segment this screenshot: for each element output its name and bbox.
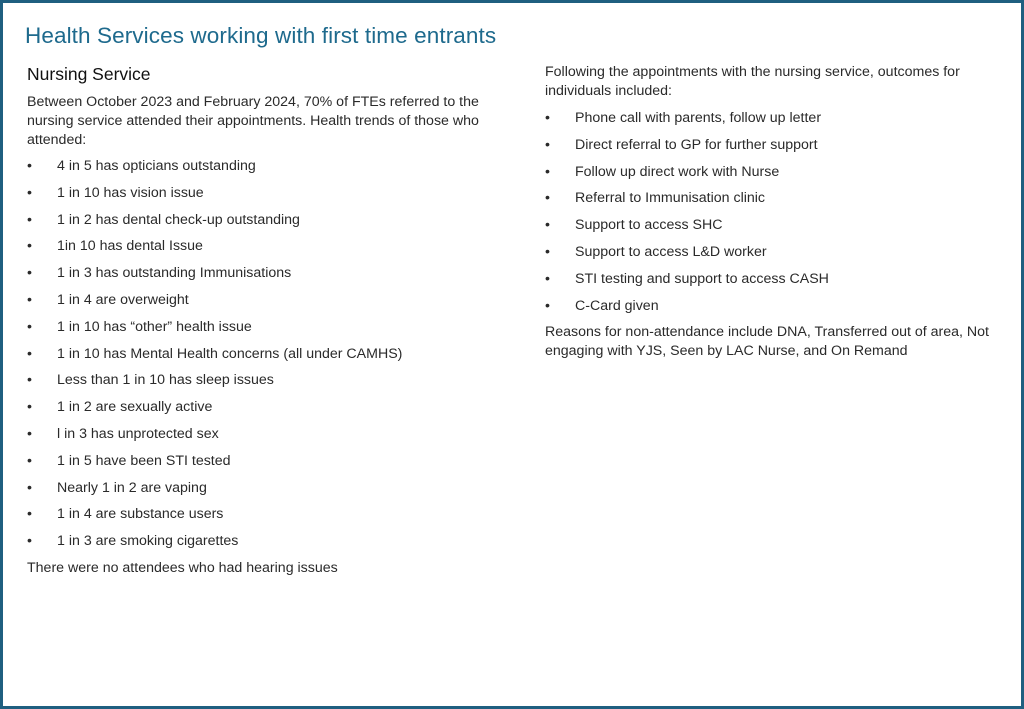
list-item xyxy=(545,189,1023,216)
list-item xyxy=(27,157,517,184)
list-item-text: Nearly 1 in 2 are vaping xyxy=(57,479,207,496)
list-item-text: Referral to Immunisation clinic xyxy=(575,190,766,207)
health-trends-list xyxy=(27,157,517,559)
list-item xyxy=(27,184,517,211)
intro-paragraph: Between October 2023 and February 2024, 70% of FTEs referred to the nursing service attended their appointments. Health trends of those who attended: xyxy=(27,94,479,148)
list-item xyxy=(27,237,517,264)
list-item-text: Less than 1 in 10 has sleep issues xyxy=(57,372,274,389)
list-item-text: Phone call with parents, follow up letter xyxy=(575,110,822,126)
list-item xyxy=(27,264,517,291)
list-item xyxy=(545,216,1023,243)
outcomes-list xyxy=(545,109,1023,323)
list-item-text: 1 in 4 are overweight xyxy=(57,291,189,308)
list-item xyxy=(27,479,517,506)
bullet-icon: • xyxy=(27,533,32,550)
list-item-text: 1 in 3 are smoking cigarettes xyxy=(57,533,239,550)
list-item-text: 1 in 2 are sexually active xyxy=(57,399,213,416)
list-item xyxy=(27,211,517,238)
list-item-text: C-Card given xyxy=(575,297,659,314)
list-item xyxy=(545,270,1023,297)
list-item xyxy=(545,243,1023,270)
list-item-text: 1 in 3 has outstanding Immunisations xyxy=(57,265,292,282)
list-item-text: 1 in 2 has dental check-up outstanding xyxy=(57,211,300,228)
bullet-icon: • xyxy=(27,452,32,469)
bullet-icon: • xyxy=(27,184,32,201)
bullet-icon: • xyxy=(545,110,550,126)
list-item xyxy=(27,371,517,398)
bullet-icon: • xyxy=(27,479,32,496)
list-item-text: Support to access SHC xyxy=(575,217,723,234)
bullet-icon: • xyxy=(27,506,32,523)
bullet-icon: • xyxy=(545,190,550,207)
bullet-icon: • xyxy=(27,345,32,362)
list-item xyxy=(27,318,517,345)
bullet-icon: • xyxy=(27,318,32,335)
list-item xyxy=(27,398,517,425)
list-item-text: Direct referral to GP for further support xyxy=(575,136,818,153)
list-item-text: Follow up direct work with Nurse xyxy=(575,163,780,180)
bullet-icon: • xyxy=(27,372,32,389)
list-item xyxy=(27,452,517,479)
bullet-icon: • xyxy=(27,425,32,442)
list-item xyxy=(27,345,517,372)
bullet-icon: • xyxy=(545,297,550,314)
list-item xyxy=(545,297,1023,324)
bullet-icon: • xyxy=(545,243,550,260)
list-item-text: 1 in 10 has vision issue xyxy=(57,184,204,201)
list-item xyxy=(545,109,1023,136)
bullet-icon: • xyxy=(27,238,32,255)
nursing-service-column xyxy=(27,63,517,578)
bullet-icon: • xyxy=(27,399,32,416)
non-attendance-note: Reasons for non-attendance include DNA, Transferred out of area, Not engaging with YJS, Seen by LAC Nurse, and On Remand xyxy=(545,324,990,360)
page-title: Health Services working with first time entrants xyxy=(25,23,497,48)
list-item xyxy=(27,532,517,559)
bullet-icon: • xyxy=(545,136,550,153)
list-item xyxy=(545,163,1023,190)
bullet-icon: • xyxy=(27,158,32,174)
list-item xyxy=(27,505,517,532)
outcomes-column xyxy=(545,63,1023,361)
list-item-text: 1 in 10 has “other” health issue xyxy=(57,318,252,335)
list-item-text: 4 in 5 has opticians outstanding xyxy=(57,158,256,174)
bullet-icon: • xyxy=(27,211,32,228)
bullet-icon: • xyxy=(545,270,550,287)
list-item-text: Support to access L&D worker xyxy=(575,243,767,260)
bullet-icon: • xyxy=(27,291,32,308)
outcomes-intro: Following the appointments with the nursing service, outcomes for individuals included: xyxy=(545,64,960,99)
list-item-text: 1 in 5 have been STI tested xyxy=(57,452,231,469)
list-item-text: 1 in 4 are substance users xyxy=(57,506,224,523)
list-item-text: 1in 10 has dental Issue xyxy=(57,238,203,255)
list-item xyxy=(545,136,1023,163)
list-item-text: STI testing and support to access CASH xyxy=(575,270,829,287)
list-item xyxy=(27,291,517,318)
footer-note: There were no attendees who had hearing issues xyxy=(27,559,338,576)
section-heading: Nursing Service xyxy=(27,64,151,84)
bullet-icon: • xyxy=(545,163,550,180)
list-item-text: l in 3 has unprotected sex xyxy=(57,425,219,442)
bullet-icon: • xyxy=(27,265,32,282)
bullet-icon: • xyxy=(545,217,550,234)
list-item-text: 1 in 10 has Mental Health concerns (all under CAMHS) xyxy=(57,345,403,362)
list-item xyxy=(27,425,517,452)
